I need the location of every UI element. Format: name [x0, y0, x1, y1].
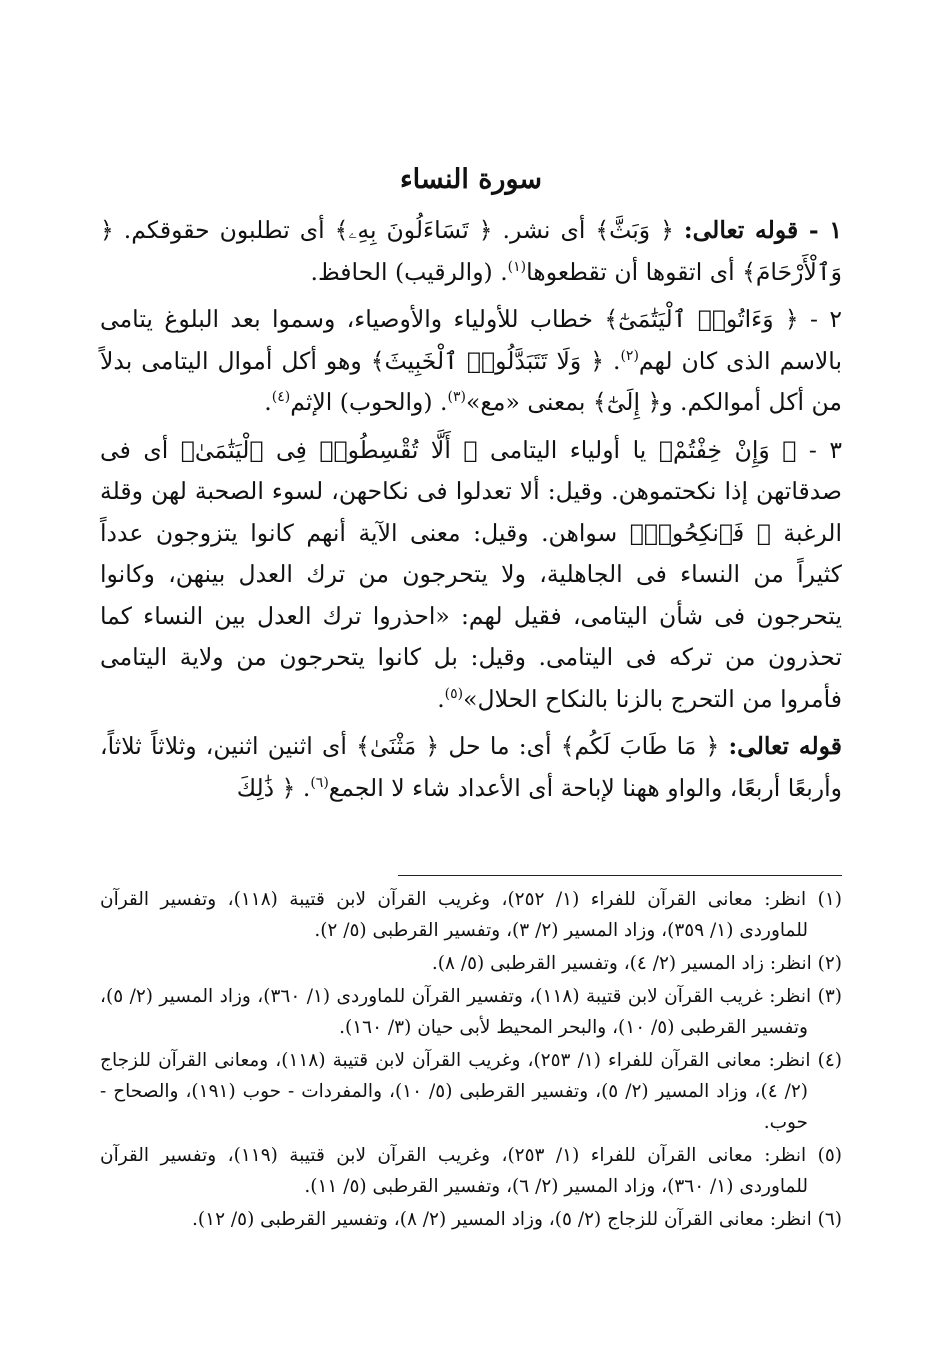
paragraph-text: .	[437, 684, 445, 713]
footnote-item: (٢) انظر: زاد المسير (٢/ ٤)، وتفسير القرطبى (٥/ ٨).	[431, 953, 842, 974]
paragraph-text: . (والرقيب) الحافظ.	[310, 257, 508, 286]
footnote-item: (٦) انظر: معانى القرآن للزجاج (٢/ ٥)، وزاد المسير (٢/ ٨)، وتفسير القرطبى (٥/ ١٢).	[192, 1209, 842, 1230]
paragraph-text: ﴿ وَبَثَّ﴾ أى نشر. ﴿ تَسَاءَلُونَ بِهِۦ﴾ أى تطلبون حقوقكم. ﴿ وَٱلْأَرْحَامَ﴾ أى اتقوها أن تقطعوها	[100, 216, 842, 286]
paragraph-text: ﴿ مَا طَابَ لَكُم﴾ أى: ما حل ﴿ مَثْنَىٰ﴾ أى اثنين اثنين، وثلاثاً ثلاثاً، وأربعًا أربعًا، والواو ههنا لإباحة أى الأعداد شاء لا الجمع	[100, 732, 842, 802]
paragraph-4	[100, 726, 842, 809]
paragraph-lead: قوله تعالى:	[728, 732, 842, 760]
footnote-ref: (٦)	[310, 774, 329, 791]
paragraph-text: .	[264, 388, 272, 416]
footnote-item: (١) انظر: معانى القرآن للفراء (١/ ٢٥٢)، وغريب القرآن لابن قتيبة (١١٨)، وتفسير القرآن للماوردى (١/ ٣٥٩)، وزاد المسير (٢/ ٣)، وتفسير القرطبى (٥/ ٢).	[100, 889, 842, 941]
footnote-item: (٤) انظر: معانى القرآن للفراء (١/ ٢٥٣)، وغريب القرآن لابن قتيبة (١١٨)، ومعانى القرآن للزجاج (٢/ ٤)، وزاد المسير (٢/ ٥)، وتفسير القرطبى (٥/ ١٠)، والمفردات - حوب (١٩١)، والصحاح - حوب.	[100, 1050, 842, 1133]
paragraph-text: . (والحوب) الإثم	[290, 388, 448, 416]
paragraph-text: ٣ - ﴿ وَإِنْ خِفْتُمْ﴾ يا أولياء اليتامى ﴿ أَلَّا تُقْسِطُوا۟ فِى ٱلْيَتَٰمَىٰ﴾ أى فى صدقاتهن إذا نكحتموهن. وقيل: ألا تعدلوا فى نكاحهن، لسوء الصحبة لهن وقلة الرغبة ﴿ فَٱنكِحُوا۟﴾ سواهن. وقيل: معنى الآية أنهم كانوا يتزوجون عدداً كثيراً من النساء فى الجاهلية، ولا يتحرجون من ترك العدل بينهن، وكانوا يتحرجون فى شأن اليتامى، فقيل لهم: «احذروا ترك العدل بين النساء كما تحذرون من تركه فى اليتامى. وقيل: بل كانوا يتحرجون من ولاية اليتامى فأمروا من التحرج بالزنا بالنكاح الحلال»	[100, 435, 842, 713]
footnote-item: (٣) انظر: غريب القرآن لابن قتيبة (١١٨)، وتفسير القرآن للماوردى (١/ ٣٦٠)، وزاد المسير (٢/ ٥)، وتفسير القرطبى (٥/ ١٠)، والبحر المحيط لأبى حيان (٣/ ١٦٠).	[100, 986, 842, 1038]
footnote-ref: (٣)	[447, 389, 466, 406]
footnote-ref: (٥)	[444, 685, 464, 702]
main-text	[100, 150, 842, 815]
paragraph-1	[100, 210, 842, 293]
paragraph-2	[100, 299, 842, 424]
paragraph-text: . ﴿ ذَٰلِكَ	[236, 773, 311, 802]
footnote-divider	[398, 875, 842, 876]
footnote-ref: (٤)	[271, 389, 291, 406]
page-title: سورة النساء	[399, 164, 543, 195]
footnotes	[100, 884, 842, 1237]
footnote-item: (٥) انظر: معانى القرآن للفراء (١/ ٢٥٣)، وغريب القرآن لابن قتيبة (١١٩)، وتفسير القرآن للماوردى (١/ ٣٦٠)، وزاد المسير (٢/ ٦)، وتفسير القرطبى (٥/ ١١).	[100, 1145, 842, 1197]
paragraph-text: . ﴿ وَلَا تَتَبَدَّلُوا۟ ٱلْخَبِيثَ﴾ وهو أكل أموال اليتامى بدلاً من أكل أموالكم. و﴿ إِلَىٰٓ﴾ بمعنى «مع»	[100, 346, 842, 416]
paragraph-lead: ١ - قوله تعالى:	[683, 216, 842, 244]
paragraph-3	[100, 430, 842, 721]
paragraph-text: ٢ - ﴿ وَءَاتُوا۟ ٱلْيَتَٰمَىٰٓ﴾ خطاب للأولياء والأوصياء، وسموا بعد البلوغ يتامى بالاسم الذى كان لهم	[100, 305, 842, 375]
footnote-ref: (١)	[507, 258, 527, 275]
footnote-ref: (٢)	[620, 347, 639, 364]
